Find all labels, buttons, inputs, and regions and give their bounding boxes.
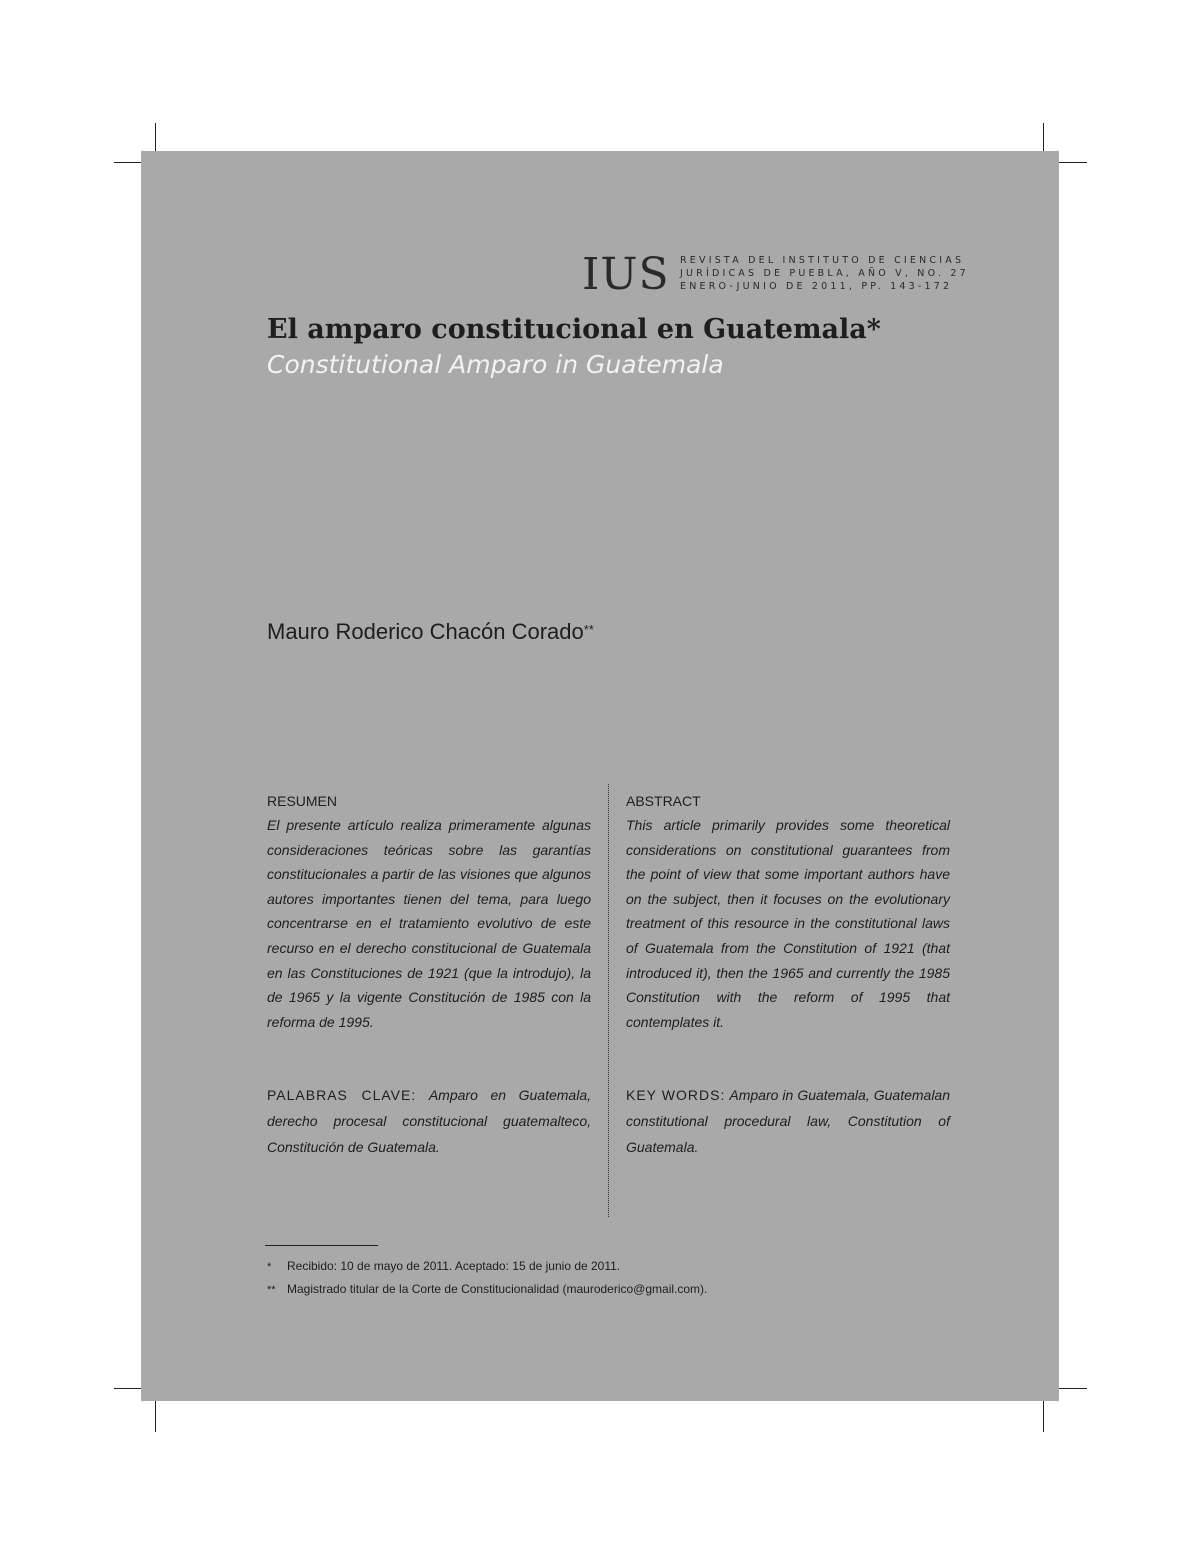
footnote-text: Magistrado titular de la Corte de Constitucionalidad (mauroderico@gmail.com).: [287, 1282, 708, 1296]
article-subtitle: Constitutional Amparo in Guatemala: [267, 350, 724, 379]
crop-mark: [1055, 1388, 1087, 1389]
crop-mark: [1055, 162, 1087, 163]
journal-citation-line: JURÍDICAS DE PUEBLA, AÑO V, NO. 27: [680, 268, 969, 279]
footnotes: [267, 1255, 827, 1301]
footnote-separator: [265, 1245, 378, 1246]
abstract-body: This article primarily provides some theoretical considerations on constitutional guarantees from the point of view that some important authors have on the subject, then it focuses on the evolutionary treatment of this resource in the constitutional laws of Guatemala from the Constitution of 1921 (that introduced it), then the 1965 and currently the 1985 Constitution with the reform of 1995 that contemplates it.: [626, 817, 950, 1030]
journal-citation-line: REVISTA DEL INSTITUTO DE CIENCIAS: [680, 255, 965, 266]
abstract-section: [626, 791, 950, 1034]
footnote: [267, 1255, 827, 1278]
crop-mark: [1043, 1400, 1044, 1432]
journal-citation-line: ENERO-JUNIO DE 2011, PP. 143-172: [680, 281, 953, 292]
author-footnote-mark: **: [583, 622, 594, 637]
crop-mark: [155, 1400, 156, 1432]
journal-logo: IUS: [582, 249, 670, 300]
key-words-label: KEY WORDS:: [626, 1087, 726, 1103]
article-title: El amparo constitucional en Guatemala*: [267, 314, 881, 345]
key-words-text: Amparo in Guatemala, Guatemalan constitutional procedural law, Constitution of Guatemala.: [626, 1087, 951, 1155]
resumen-section: [267, 791, 591, 1034]
resumen-body: El presente artículo realiza primeramente algunas consideraciones teóricas sobre las garantías constitucionales a partir de las visiones que algunos autores importantes tienen del tema, para luego concentrarse en el tratamiento evolutivo de este recurso en el derecho constitucional de Guatemala en las Constituciones de 1921 (que la introdujo), la de 1965 y la vigente Constitución de 1985 con la reforma de 1995.: [267, 817, 591, 1030]
article-page: [141, 151, 1059, 1401]
palabras-clave-label: PALABRAS CLAVE:: [267, 1087, 417, 1103]
footnote-mark: **: [267, 1284, 276, 1296]
palabras-clave: [267, 1082, 591, 1160]
footnote-mark: *: [267, 1261, 272, 1273]
footnote: [267, 1278, 827, 1301]
author-name-text: Mauro Roderico Chacón Corado: [267, 619, 584, 644]
footnote-text: Recibido: 10 de mayo de 2011. Aceptado: 15 de junio de 2011.: [287, 1259, 621, 1273]
resumen-heading: RESUMEN: [267, 793, 338, 809]
key-words: [626, 1082, 950, 1160]
journal-citation: [680, 254, 969, 293]
palabras-clave-text: Amparo en Guatemala, derecho procesal constitucional guatemalteco, Constitución de Guatemala.: [267, 1087, 591, 1155]
journal-header: [582, 249, 969, 300]
column-divider: [608, 784, 609, 1217]
abstract-heading: ABSTRACT: [626, 793, 701, 809]
author-name: [267, 617, 594, 647]
